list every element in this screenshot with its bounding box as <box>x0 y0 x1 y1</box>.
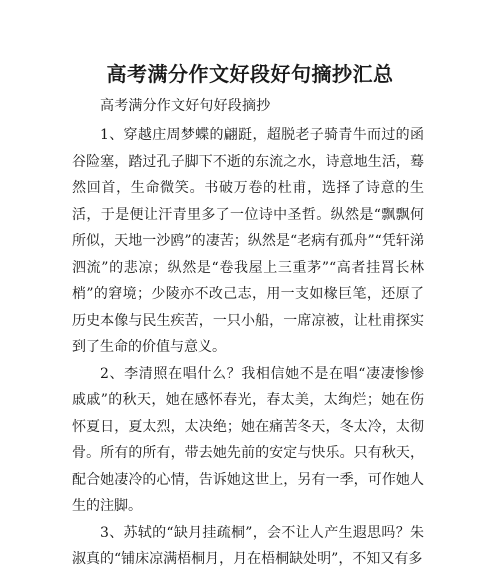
paragraph-3: 3、苏轼的“缺月挂疏桐”，会不让人产生遐思吗？朱淑真的“铺床凉满梧桐月，月在梧桐缺处明”，不知又有多 <box>72 524 424 567</box>
paragraph-2: 2、李清照在唱什么？我相信她不是在唱“凄凄惨惨戚戚”的秋天，她在感怀春光，春太美，太绚烂；她在伤怀夏日，夏太烈，太决绝；她在痛苦冬天，冬太冷，太彻骨。所有的所有，带去她先前的安定与快乐。只有秋天，配合她凄冷的心情，告诉她这世上，另有一季，可作她人生的注脚。 <box>72 365 424 514</box>
document-title: 高考满分作文好段好句摘抄汇总 <box>106 62 394 86</box>
paragraph-1: 1、穿越庄周梦蝶的翩跹，超脱老子骑青牛而过的函谷险塞，踏过孔子脚下不逝的东流之水，诗意地生活，蓦然回首，生命微笑。书破万卷的杜甫，选择了诗意的生活，于是便让汗青里多了一位诗中圣哲。纵然是“飘飘何所似，天地一沙鸥”的凄苦；纵然是“老病有孤舟”“凭轩涕泗流”的悲凉；纵然是“卷我屋上三重茅”“高者挂罥长林梢”的窘境；少陵亦不改己志，用一支如椽巨笔，还原了历史本像与民生疾苦，一只小船，一席凉被，让杜甫探实到了生命的价值与意义。 <box>72 127 424 355</box>
document-body <box>72 122 424 573</box>
document-subtitle: 高考满分作文好句好段摘抄 <box>100 98 271 114</box>
